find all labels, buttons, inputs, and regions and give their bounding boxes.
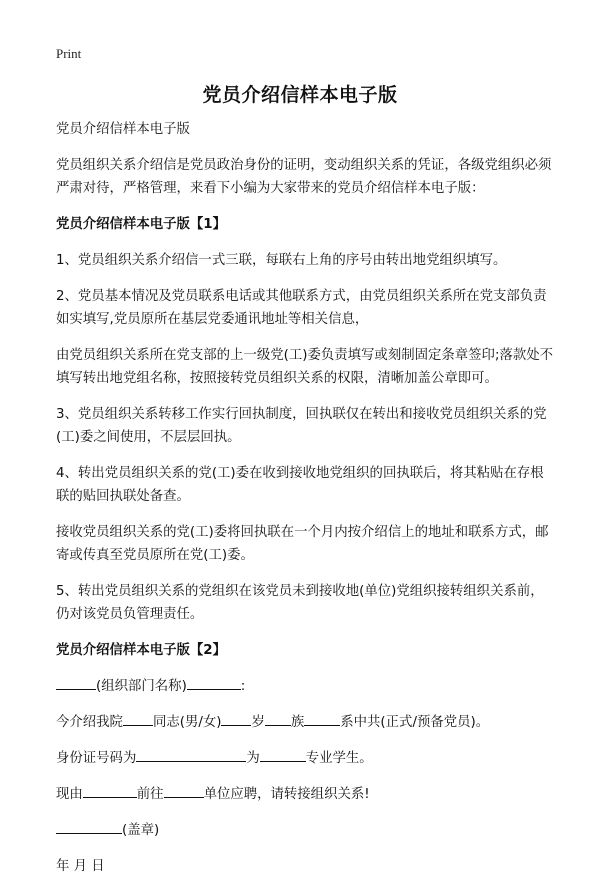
section2-heading: 党员介绍信样本电子版【2】: [56, 643, 227, 658]
date-line: 年 月 日: [56, 859, 105, 874]
form-text: 身份证号码为: [56, 751, 137, 766]
form-text: 同志(男/女): [152, 715, 222, 730]
form-line-seal: [56, 819, 556, 842]
form-text: :: [240, 679, 246, 694]
blank-field[interactable]: [123, 711, 153, 726]
section1-paragraph: 2、党员基本情况及党员联系电话或其他联系方式，由党员组织关系所在党支部负责如实填写,党员原所在基层党委通讯地址等相关信息，: [56, 289, 547, 327]
form-line-introduce: [56, 711, 556, 734]
blank-field[interactable]: [136, 747, 246, 762]
form-text: (组织部门名称): [96, 679, 187, 694]
blank-field[interactable]: [83, 783, 137, 798]
section1-paragraph: 接收党员组织关系的党(工)委将回执联在一个月内按介绍信上的地址和联系方式，邮寄或传真至党员原所在党(工)委。: [56, 525, 549, 563]
form-line-recipient: [56, 675, 556, 698]
blank-field[interactable]: [260, 747, 306, 762]
section1-paragraph: 由党员组织关系所在党支部的上一级党(工)委负责填写或刻制固定条章签印;落款处不填写转出地党组名称，按照接转党员组织关系的权限，清晰加盖公章即可。: [56, 348, 554, 386]
section1-paragraph: 3、党员组织关系转移工作实行回执制度，回执联仅在转出和接收党员组织关系的党(工)委之间使用，不层层回执。: [56, 407, 547, 445]
form-text: 专业学生。: [305, 751, 373, 766]
document-body: [56, 118, 556, 891]
blank-field[interactable]: [187, 675, 241, 690]
form-text: (盖章): [122, 823, 160, 838]
blank-field[interactable]: [56, 675, 96, 690]
intro-paragraph: 党员组织关系介绍信是党员政治身份的证明，变动组织关系的凭证，各级党组织必须严肃对待，严格管理，来看下小编为大家带来的党员介绍信样本电子版：: [56, 158, 552, 196]
section1-heading: 党员介绍信样本电子版【1】: [56, 217, 227, 232]
form-text: 系中共(正式/预备党员)。: [340, 715, 490, 730]
form-text: 岁: [251, 715, 265, 730]
form-text: 前往: [136, 787, 164, 802]
blank-field[interactable]: [265, 711, 291, 726]
blank-field[interactable]: [56, 819, 122, 834]
section1-paragraph: 4、转出党员组织关系的党(工)委在收到接收地党组织的回执联后，将其粘贴在存根联的贴回执联处备查。: [56, 466, 544, 504]
print-link[interactable]: Print: [56, 46, 82, 61]
form-text: 族: [290, 715, 305, 730]
subtitle: 党员介绍信样本电子版: [56, 122, 190, 137]
section1-paragraph: 1、党员组织关系介绍信一式三联，每联右上角的序号由转出地党组织填写。: [56, 253, 507, 268]
section1-paragraph: 5、转出党员组织关系的党组织在该党员未到接收地(单位)党组织接转组织关系前，仍对该党员负管理责任。: [56, 584, 544, 622]
form-line-transfer: [56, 783, 556, 806]
document-title: 党员介绍信样本电子版: [202, 84, 398, 106]
blank-field[interactable]: [221, 711, 251, 726]
blank-field[interactable]: [304, 711, 340, 726]
blank-field[interactable]: [164, 783, 204, 798]
form-text: 为: [246, 751, 260, 766]
form-text: 单位应聘，请转接组织关系!: [203, 787, 370, 802]
form-text: 现由: [56, 787, 83, 802]
form-line-id: [56, 747, 556, 770]
form-text: 今介绍我院: [56, 715, 123, 730]
